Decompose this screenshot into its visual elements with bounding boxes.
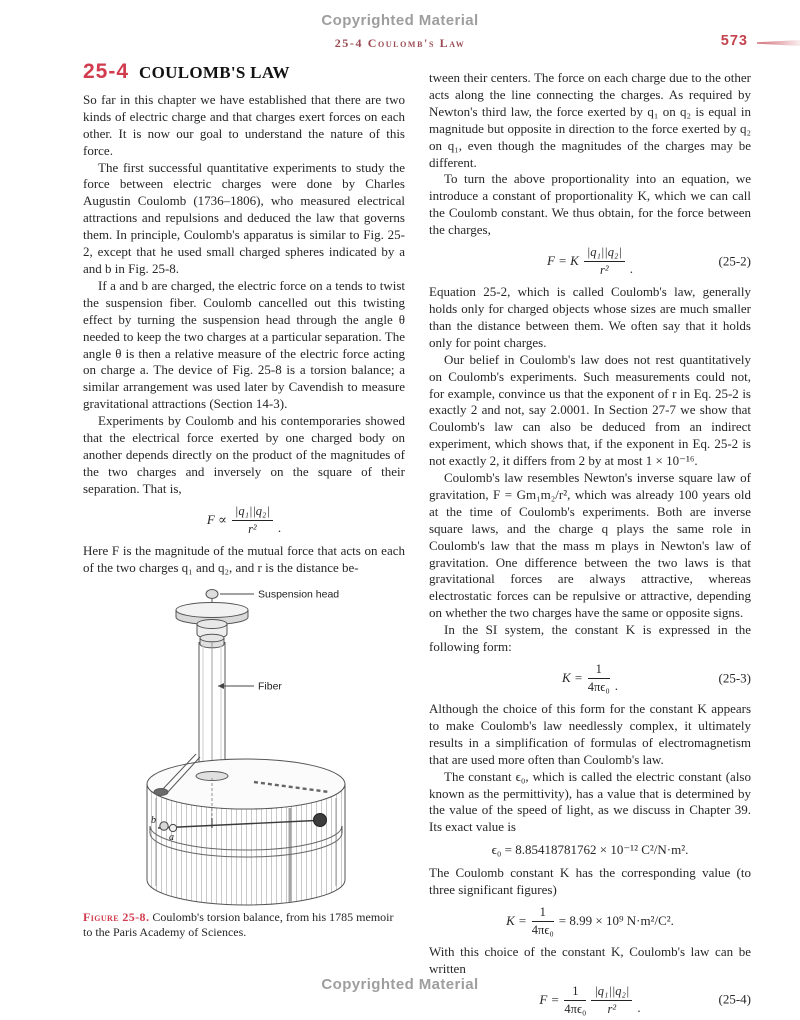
equation-period: . [637, 999, 641, 1015]
equation-lhs: K = [506, 913, 527, 929]
copyright-watermark-top: Copyrighted Material [321, 12, 479, 29]
equation-25-3 [429, 662, 751, 695]
figure-caption [83, 910, 405, 940]
equation-25-2 [429, 245, 751, 278]
equation-lhs: K = [562, 670, 583, 686]
fiber-label: Fiber [258, 680, 282, 693]
paragraph-torsion-balance: If a and b are charged, the electric force on a tends to twist the suspension fiber. Coulomb cancelled out this twisting effect by turning the suspension head through the angle θ needed to keep the two charges at a particular separation. The angle θ is then a relative measure of the electric force acting on charge a. The device of Fig. 25-8 is a torsion balance; a similar arrangement was used later by Cavendish to measure gravitational attractions (Section 14-3). [83, 277, 405, 412]
fraction: $\frac{\text{|q₁||q₂|}}{\text{r²}}$ [584, 245, 625, 278]
section-number: 25-4 [83, 60, 130, 83]
equation-epsilon-value: ϵ₀ = 8.85418781762 × 10⁻¹² C²/N·m². [491, 842, 689, 858]
paragraph-exponent-belief: Our belief in Coulomb's law does not rest quantitatively on Coulomb's experiments. Such measurements could not, for example, convince us that the exponent of r in Eq. 25-2 is exactly 2 and not, say 2.0001. In Section 27-7 we show that Coulomb's law can also be deduced from an indirect experiment, which shows that, if the exponent in Eq. 25-2 is not exactly 2, it differs from 2 by at most 1 × 10⁻¹⁶. [429, 351, 751, 469]
equation-period: . [629, 261, 634, 277]
paragraph-newton-third-law: tween their centers. The force on each charge due to the other acts along the line connecting the charges. As required by Newton's third law, the force exerted by q₁ on q₂ is equal in magnitude but opposite in direction to the force exerted by q₂ on q₁, even though the magnitudes of the charges may be different. [429, 70, 751, 170]
suspension-head-label: Suspension head [258, 588, 340, 601]
fraction-constant: $\frac{1}{\text{4πϵ₀}}$ [564, 983, 587, 1016]
sphere-b-label: b [151, 815, 156, 827]
section-title: COULOMB'S LAW [139, 63, 290, 82]
equation-period: . [614, 678, 618, 694]
torsion-balance-figure [83, 586, 405, 940]
fraction: $\frac{1}{\text{4πϵ₀}}$ [587, 662, 610, 694]
equation-lhs: F = [539, 991, 560, 1007]
paragraph-electric-constant: The constant ϵ₀, which is called the electric constant (also known as the permittivity), has a value that is determined by the value of the speed of light, as we discuss in Chapter 39. Its exact value is [429, 768, 751, 835]
equation-k-value [429, 905, 751, 938]
equation-lhs: F = K [546, 253, 579, 269]
equation-proportionality [83, 504, 405, 537]
section-heading [83, 60, 405, 83]
paragraph-here-f: Here F is the magnitude of the mutual force that acts on each of the two charges q₁ and q₂, and r is the distance be- [83, 542, 405, 575]
fraction: $\frac{1}{\text{4πϵ₀}}$ [531, 904, 554, 937]
fraction-charges: $\frac{\text{|q₁||q₂|}}{\text{r²}}$ [591, 984, 632, 1017]
sphere-a-label: a [169, 832, 174, 844]
equation-lhs: F ∝ [206, 511, 227, 527]
equation-rhs: = 8.99 × 10⁹ N·m²/C². [558, 913, 674, 929]
paragraph-k-value-intro: The Coulomb constant K has the corresponding value (to three significant figures) [429, 865, 751, 898]
equation-period: . [277, 519, 282, 535]
figure-caption-label: Figure 25-8. [83, 910, 150, 925]
left-column [83, 60, 405, 940]
paragraph-force-product: Experiments by Coulomb and his contemporaries showed that the electrical force exerted by one charged body on another depends directly on the product of the magnitudes of the two charges and inversely on the square of their separation. That is, [83, 413, 405, 496]
paragraph-intro: So far in this chapter we have established that there are two kinds of electric charge and that charges exert forces on each other. It is now our goal to understand the nature of this force. [83, 91, 405, 158]
paragraph-written-form: With this choice of the constant K, Coulomb's law can be written [429, 943, 751, 976]
paragraph-proportionality-constant: To turn the above proportionality into an equation, we introduce a constant of proportionality K, which we can call the Coulomb constant. We thus obtain, for the force between the charges, [429, 171, 751, 238]
right-column [429, 70, 751, 1020]
paragraph-form-choice: Although the choice of this form for the constant K appears to make Coulomb's law needlessly complex, it ultimately results in a simplification of formulas of electromagnetism that are used more often than Coulomb's law. [429, 701, 751, 767]
paragraph-si-system: In the SI system, the constant K is expressed in the following form: [429, 622, 751, 655]
fraction: $\frac{\text{|q₁||q₂|}}{\text{r²}}$ [232, 504, 273, 537]
page-number: 573 [720, 33, 748, 49]
equation-number: (25-2) [718, 253, 751, 269]
equation-number: (25-4) [718, 991, 751, 1007]
running-head: 25-4 Coulomb's Law [334, 36, 466, 50]
paragraph-coulomb-experiments: The first successful quantitative experiments to study the force between electric charges were done by Charles Augustin Coulomb (1736–1806), who measured electrical attractions and repulsions and deduced the law that governs them. In principle, Coulomb's apparatus is similar to Fig. 25-2, except that he used small charged spheres indicated by a and b in Fig. 25-8. [83, 159, 405, 276]
figure-caption-text: Coulomb's torsion balance, from his 1785 memoir to the Paris Academy of Sciences. [83, 910, 394, 940]
copyright-watermark-bottom: Copyrighted Material [321, 976, 479, 993]
paragraph-newton-comparison: Coulomb's law resembles Newton's inverse square law of gravitation, F = Gm₁m₂/r², which was already 100 years old at the time of Coulomb's experiments. Both are inverse square laws, and the charge q plays the same role in Coulomb's law that the mass m plays in Newton's law of gravitation. One difference between the two laws is that gravitational forces are always attractive, whereas electrostatic forces can be repulsive or attractive, depending on whether the two charges have the same or opposite signs. [429, 470, 751, 621]
paragraph-point-charges: Equation 25-2, which is called Coulomb's law, generally holds only for charged objects whose sizes are much smaller than the distance between them. We often say that it holds only for point charges. [429, 284, 751, 350]
equation-number: (25-3) [718, 670, 751, 686]
torsion-balance-drawing [94, 586, 394, 908]
